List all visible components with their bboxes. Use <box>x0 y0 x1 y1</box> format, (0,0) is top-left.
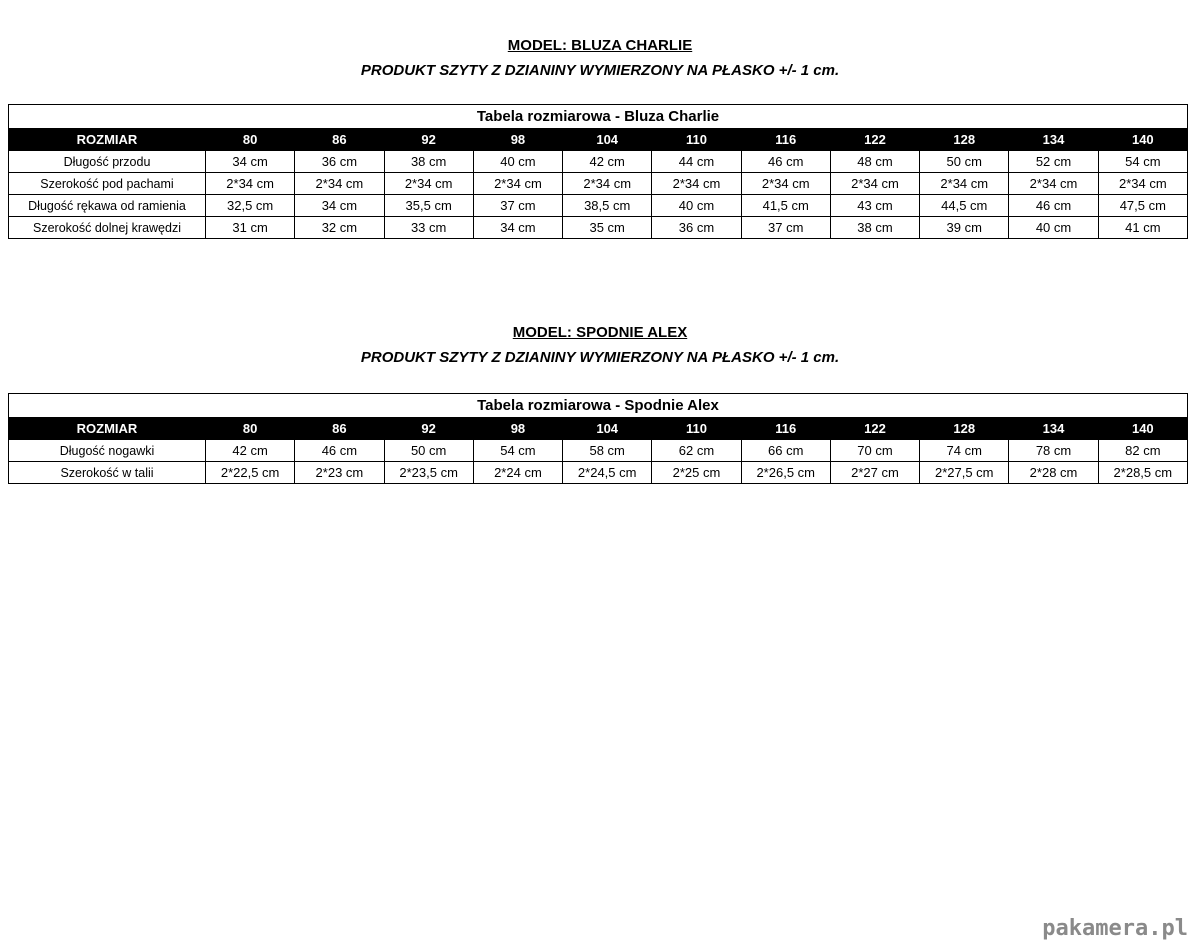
measurement-cell: 36 cm <box>652 217 741 239</box>
measurement-cell: 34 cm <box>473 217 562 239</box>
measurement-cell: 62 cm <box>652 440 741 462</box>
measurement-cell: 38 cm <box>830 217 919 239</box>
measurement-cell: 52 cm <box>1009 151 1098 173</box>
measurement-cell: 66 cm <box>741 440 830 462</box>
size-header-cell: 116 <box>741 418 830 440</box>
measurement-cell: 2*24 cm <box>473 462 562 484</box>
size-header-cell: 134 <box>1009 129 1098 151</box>
size-header-cell: 140 <box>1098 129 1187 151</box>
measurement-cell: 2*34 cm <box>652 173 741 195</box>
size-header-label: ROZMIAR <box>9 418 206 440</box>
measurement-cell: 2*25 cm <box>652 462 741 484</box>
table-row <box>9 440 1188 462</box>
measurement-cell: 2*34 cm <box>563 173 652 195</box>
measurement-cell: 44 cm <box>652 151 741 173</box>
measurement-cell: 39 cm <box>920 217 1009 239</box>
table-row <box>9 173 1188 195</box>
table-row <box>9 462 1188 484</box>
size-header-cell: 110 <box>652 129 741 151</box>
measurement-cell: 46 cm <box>1009 195 1098 217</box>
row-label: Długość przodu <box>9 151 206 173</box>
size-header-label: ROZMIAR <box>9 129 206 151</box>
measurement-cell: 2*26,5 cm <box>741 462 830 484</box>
size-header-row <box>9 418 1188 440</box>
measurement-cell: 44,5 cm <box>920 195 1009 217</box>
measurement-cell: 46 cm <box>295 440 384 462</box>
table-row <box>9 217 1188 239</box>
measurement-cell: 35,5 cm <box>384 195 473 217</box>
size-table-spodnie-alex <box>8 393 1188 484</box>
measurement-cell: 2*34 cm <box>1009 173 1098 195</box>
section-bluza-charlie <box>0 37 1200 80</box>
measurement-cell: 37 cm <box>473 195 562 217</box>
table-caption: Tabela rozmiarowa - Bluza Charlie <box>9 105 1188 129</box>
table-row <box>9 195 1188 217</box>
measurement-cell: 2*28 cm <box>1009 462 1098 484</box>
measurement-cell: 78 cm <box>1009 440 1098 462</box>
measurement-cell: 58 cm <box>563 440 652 462</box>
measurement-cell: 2*23 cm <box>295 462 384 484</box>
measurement-cell: 37 cm <box>741 217 830 239</box>
size-header-row <box>9 129 1188 151</box>
measurement-cell: 50 cm <box>384 440 473 462</box>
size-header-cell: 92 <box>384 418 473 440</box>
measurement-cell: 40 cm <box>473 151 562 173</box>
measurement-cell: 46 cm <box>741 151 830 173</box>
measurement-cell: 2*28,5 cm <box>1098 462 1187 484</box>
size-header-cell: 128 <box>920 418 1009 440</box>
measurement-cell: 32 cm <box>295 217 384 239</box>
row-label: Długość rękawa od ramienia <box>9 195 206 217</box>
measurement-cell: 70 cm <box>830 440 919 462</box>
measurement-cell: 35 cm <box>563 217 652 239</box>
measurement-cell: 2*34 cm <box>473 173 562 195</box>
measurement-cell: 41 cm <box>1098 217 1187 239</box>
measurement-cell: 40 cm <box>652 195 741 217</box>
section-spodnie-alex <box>0 324 1200 367</box>
measurement-cell: 2*23,5 cm <box>384 462 473 484</box>
size-header-cell: 92 <box>384 129 473 151</box>
measurement-cell: 54 cm <box>473 440 562 462</box>
watermark-logo: pakamera.pl <box>1042 916 1188 941</box>
measurement-cell: 43 cm <box>830 195 919 217</box>
size-header-cell: 98 <box>473 418 562 440</box>
measurement-cell: 38 cm <box>384 151 473 173</box>
measurement-cell: 36 cm <box>295 151 384 173</box>
measurement-cell: 2*34 cm <box>1098 173 1187 195</box>
measurement-cell: 2*34 cm <box>206 173 295 195</box>
measurement-cell: 38,5 cm <box>563 195 652 217</box>
size-header-cell: 134 <box>1009 418 1098 440</box>
measurement-cell: 74 cm <box>920 440 1009 462</box>
size-header-cell: 80 <box>206 418 295 440</box>
size-header-cell: 110 <box>652 418 741 440</box>
measurement-cell: 41,5 cm <box>741 195 830 217</box>
size-header-cell: 80 <box>206 129 295 151</box>
row-label: Szerokość pod pachami <box>9 173 206 195</box>
table-caption: Tabela rozmiarowa - Spodnie Alex <box>9 394 1188 418</box>
measurement-cell: 2*34 cm <box>295 173 384 195</box>
size-header-cell: 104 <box>563 129 652 151</box>
size-header-cell: 128 <box>920 129 1009 151</box>
measurement-cell: 2*34 cm <box>830 173 919 195</box>
size-header-cell: 140 <box>1098 418 1187 440</box>
model-title: MODEL: SPODNIE ALEX <box>512 324 688 341</box>
measurement-cell: 34 cm <box>295 195 384 217</box>
size-header-cell: 86 <box>295 418 384 440</box>
measurement-cell: 2*27 cm <box>830 462 919 484</box>
size-table-bluza-charlie <box>8 104 1188 239</box>
size-header-cell: 116 <box>741 129 830 151</box>
size-header-cell: 104 <box>563 418 652 440</box>
row-label: Długość nogawki <box>9 440 206 462</box>
row-label: Szerokość dolnej krawędzi <box>9 217 206 239</box>
measurement-cell: 50 cm <box>920 151 1009 173</box>
measurement-cell: 40 cm <box>1009 217 1098 239</box>
model-subtitle: PRODUKT SZYTY Z DZIANINY WYMIERZONY NA PŁASKO +/- 1 cm. <box>360 62 840 79</box>
row-label: Szerokość w talii <box>9 462 206 484</box>
size-header-cell: 98 <box>473 129 562 151</box>
measurement-cell: 82 cm <box>1098 440 1187 462</box>
measurement-cell: 34 cm <box>206 151 295 173</box>
measurement-cell: 47,5 cm <box>1098 195 1187 217</box>
measurement-cell: 2*24,5 cm <box>563 462 652 484</box>
measurement-cell: 32,5 cm <box>206 195 295 217</box>
measurement-cell: 2*34 cm <box>741 173 830 195</box>
measurement-cell: 31 cm <box>206 217 295 239</box>
size-header-cell: 86 <box>295 129 384 151</box>
measurement-cell: 2*34 cm <box>920 173 1009 195</box>
table-row <box>9 151 1188 173</box>
measurement-cell: 42 cm <box>206 440 295 462</box>
measurement-cell: 33 cm <box>384 217 473 239</box>
model-title: MODEL: BLUZA CHARLIE <box>507 37 693 54</box>
size-header-cell: 122 <box>830 129 919 151</box>
measurement-cell: 2*22,5 cm <box>206 462 295 484</box>
measurement-cell: 2*27,5 cm <box>920 462 1009 484</box>
size-header-cell: 122 <box>830 418 919 440</box>
measurement-cell: 54 cm <box>1098 151 1187 173</box>
measurement-cell: 2*34 cm <box>384 173 473 195</box>
measurement-cell: 48 cm <box>830 151 919 173</box>
measurement-cell: 42 cm <box>563 151 652 173</box>
model-subtitle: PRODUKT SZYTY Z DZIANINY WYMIERZONY NA PŁASKO +/- 1 cm. <box>360 349 840 366</box>
